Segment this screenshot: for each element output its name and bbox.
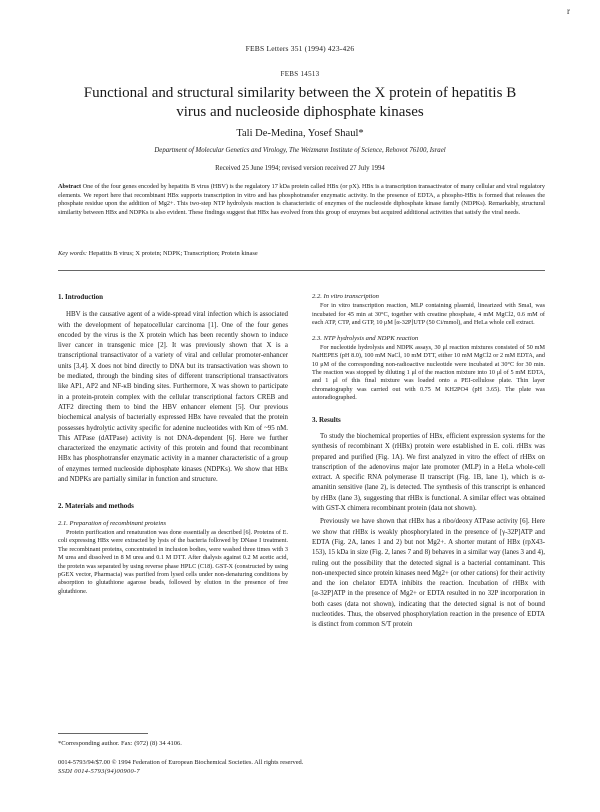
right-column — [312, 292, 545, 631]
copyright-line: 0014-5793/94/$7.00 © 1994 Federation of European Biochemical Societies. All rights reserved. — [58, 759, 304, 766]
corner-mark: r — [567, 6, 570, 16]
ssdi-line: SSDI 0014-5793(94)00900-7 — [58, 768, 140, 775]
keywords-label: Key words: — [58, 250, 88, 257]
ndpk-text: For nucleotide hydrolysis and NDPK assays, 30 μl reaction mixtures consisted of 50 mM NaHEPES (pH 8.0), 100 mM NaCl, 10 mM DTT, either 10 mM MgCl2 or 2 mM EDTA, and 10 μM of the corresponding non-radioactive nucleotide were incubated at 30°C for 30 min. The reaction was stopped by diluting 1 μl of the reaction mixture into 10 μl of 5 mM EDTA, and 1 μl of this final mixture was loaded onto a PEI-cellulose plate. Thin layer chromatography was carried out with 0.75 M KH2PO4 (pH 3.65). The plate was autoradiographed. — [312, 343, 545, 402]
ndpk-subheading: 2.3. NTP hydrolysis and NDPK reaction — [312, 334, 419, 342]
page-footer — [58, 758, 548, 776]
keywords — [58, 250, 545, 257]
methods-heading: 2. Materials and methods — [58, 502, 134, 511]
article-title: Functional and structural similarity between the X protein of hepatitis B virus and nucleoside diphosphate kinases — [83, 85, 517, 120]
article-authors: Tali De-Medina, Yosef Shaul* — [236, 128, 364, 139]
methods-subheading: 2.1. Preparation of recombinant proteins — [58, 519, 167, 527]
footnote-divider — [58, 733, 148, 734]
author-affiliation: Department of Molecular Genetics and Virology, The Weizmann Institute of Science, Rehovot 76100, Israel — [154, 147, 446, 154]
journal-citation: FEBS Letters 351 (1994) 423-426 — [245, 44, 355, 53]
received-dates: Received 25 June 1994; revised version received 27 July 1994 — [215, 165, 385, 172]
results-paragraph-2: Previously we have shown that rHBx has a ribo/deoxy ATPase activity [6]. Here we show that rHBx is weakly phosphorylated in the presence of [γ-32P]ATP and EDTA (Fig. 2A, lanes 1 and 2) but not Mg2+. A shorter mutant of HBx (rpX43-153), 15 kDa in size (Fig. 2, lanes 7 and 8) behaves in a similar way (lanes 3 and 4), ruling out the possibility that the detected signal is a bacterial contaminant. This non-unexpected since protein kinases need Mg2+ (or other cations) for their activity and the ion chelator EDTA inhibits the reaction. Incubation of rHBx with [α-32P]ATP in the presence of Mg2+ or EDTA resulted in no 32P incorporation in both cases (data not shown), indicating that the detected signal is not of bound nucleotides. Thus, the observed phosphorylation reaction in the presence of EDTA is distinct from common S/T protein — [312, 518, 545, 629]
transcription-subheading: 2.2. In vitro transcription — [312, 293, 379, 300]
introduction-heading: 1. Introduction — [58, 293, 103, 301]
section-divider — [58, 270, 545, 271]
keywords-text: Hepatitis B virus; X protein; NDPK; Transcription; Protein kinase — [88, 250, 258, 257]
article-code: FEBS 14513 — [280, 70, 320, 78]
introduction-text: HBV is the causative agent of a wide-spread viral infection which is associated with the development of hepatocellular carcinoma [1]. One of the four genes encoded by the virus is the X protein which has been recently shown to induce liver cancer in transgenic mice [2]. It was previously shown that X is a transcriptional transactivator of a variety of viral and cellular promoter-enhancer units [3,4]. X does not bind directly to DNA but its transactivation was shown to be mediated, through the binding sites of different transcriptional transactivators like AP1, AP2 and NF-κB binding sites. Furthermore, X was shown to participate in a protein-protein complex with the cellular transcriptional factors CREB and ATF2 directing them to bind the HBV enhancer element [5]. Our previous biochemical analysis of bacterially expressed HBx have revealed that the protein possesses hydrolytic activity specific for adenine nucleotides with Km of ~95 nM. This ATPase (dATPase) activity is not DNA-dependent [6]. Here we further characterized the enzymatic activity of this protein and found that recombinant HBx has phosphotransfer enzymatic activity in a manner characteristic of a group of enzymes termed nucleoside diphosphate kinases (NDPKs). We show that HBx and NDPKs are partially similar in function and structure. — [58, 311, 288, 484]
abstract — [58, 183, 545, 217]
abstract-label: Abstract — [58, 183, 82, 190]
results-paragraph-1: To study the biochemical properties of HBx, efficient expression systems for the synthesis of recombinant X (rHBx) protein were established in E. coli. rHBx was prepared and purified (Fig. 1A). We first analyzed in vitro the effect of rHBx on transcription of the adenovirus major late promoter (MLP) in a HeLa whole-cell extract. A specific RNA polymerase II transcript (Fig. 1B, lane 1), which is α-amanitin sensitive (lane 2), is detected. The synthesis of this transcript is enhanced by rHBx (lane 3), suggesting that rHBx is functional. A similar effect was obtained with GST-X chimera recombinant protein (data not shown). — [312, 432, 545, 513]
results-heading: 3. Results — [312, 415, 341, 424]
methods-text: Protein purification and renaturation was done essentially as described [6]. Proteins of E. coli expressing HBx were extracted by lysis of the bacteria followed by DNase I treatment. The recombinant proteins, concentrated in inclusion bodies, were washed three times with 3 M urea and dissolved in 8 M urea and 0.1 M DTT. After dialysis against 0.2 M acetic acid, the protein was separated by using reverse phase HPLC (C18). GST-X (constructed by using pGEX vector, Pharmacia) was purified from lysed cells under non-denaturing conditions by absorption to glutathione agarose beads, followed by elution in the presence of free glutathione. — [58, 528, 288, 595]
left-column — [58, 292, 288, 596]
transcription-text: For in vitro transcription reaction, MLP containing plasmid, linearized with SmaI, was incubated for 45 min at 30°C, together with creatine phosphate, 4 mM MgCl2, 0.6 mM of each ATP, CTP, and GTP, 10 μM [α-32P]UTP (50 Ci/mmol), and HeLa whole cell extract. — [312, 302, 545, 327]
corresponding-author-footnote: *Corresponding author. Fax: (972) (8) 34 4106. — [58, 740, 182, 747]
abstract-text: One of the four genes encoded by hepatitis B virus (HBV) is the regulatory 17 kDa protein called HBx (or pX). HBx is a transcription transactivator of many cellular and viral regulatory elements. We report here that recombinant HBx supports transcription in vitro and has phosphotransfer enzymatic activity. In the presence of EDTA, a phospho-HBx is formed that releases the phosphate residue upon the addition of Mg2+. This two-step NTP hydrolysis reaction is characteristic of enzymes of the nucleoside diphosphate kinase family (NDPKs). Remarkably, structural similarity between HBx and NDPKs is also evident. These findings suggest that HBx has evolved from this group of enzymes but acquired additional activities that satisfy the viral needs. — [58, 183, 545, 216]
